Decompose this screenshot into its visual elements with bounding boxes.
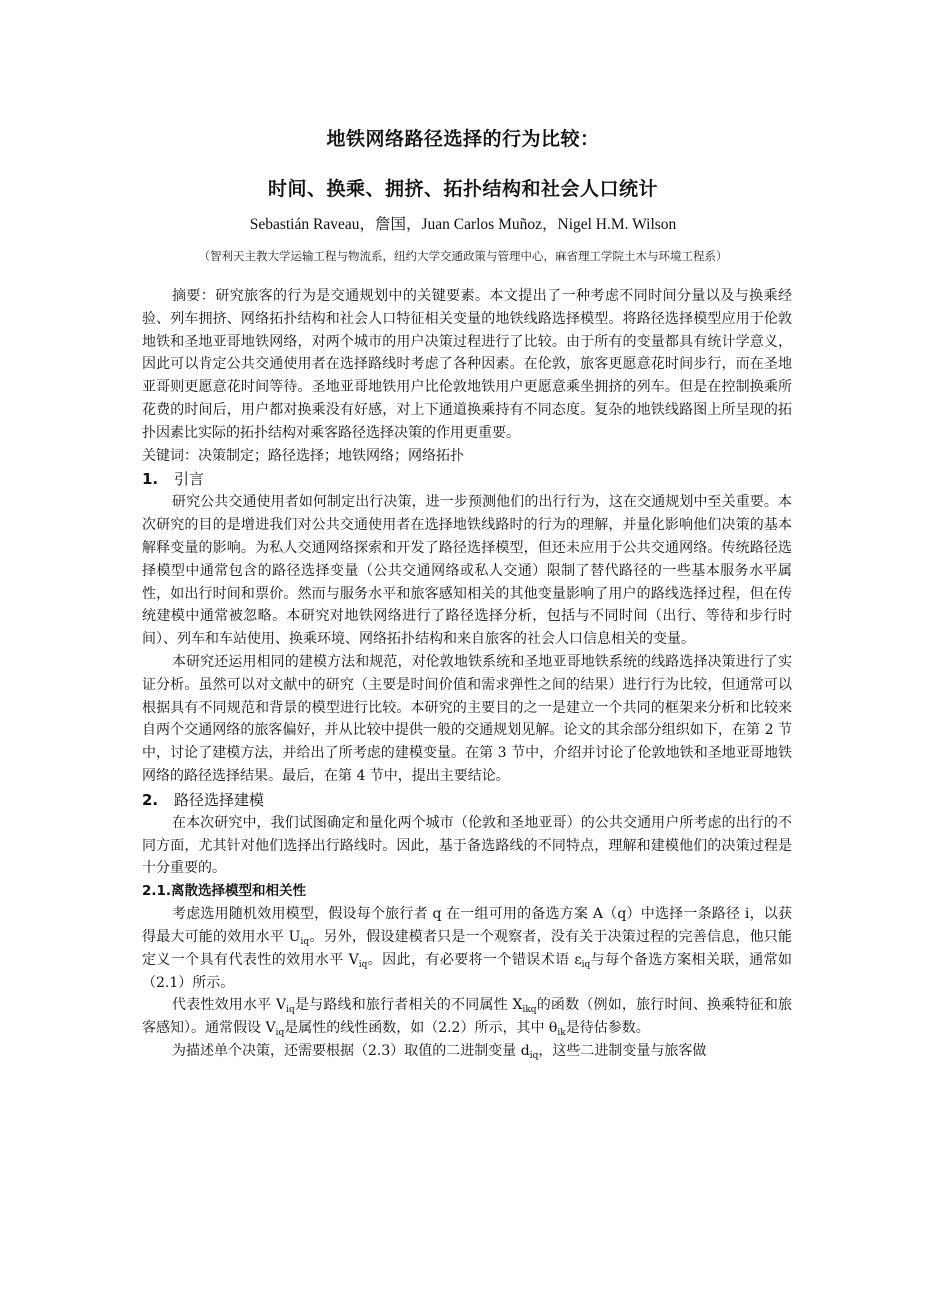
subsection-heading: 2.1.离散选择模型和相关性 [142,883,307,900]
paper-title-line2: 时间、换乘、拥挤、拓扑结构和社会人口统计 [267,178,658,200]
section-number: 1. [142,470,159,489]
section-heading-introduction [142,467,792,491]
paper-body [142,285,792,1063]
section-heading-route-choice-modeling [142,788,792,812]
paragraph: 代表性效用水平 $V_{iq}$是与路线和旅行者相关的不同属性 $X_{ikq}$的函数（例如，旅行时间、换乘特征和旅客感知）。通常假设 $V_{iq}$是属性的线性函数，如（2.2）所示，其中 $\theta_{ik}$是待估参数。 [142,997,793,1039]
keywords: 关键词：决策制定；路径选择；地铁网络；网络拓扑 [142,447,464,464]
paragraph: 本研究还运用相同的建模方法和规范，对伦敦地铁系统和圣地亚哥地铁系统的线路选择决策进行了实证分析。虽然可以对文献中的研究（主要是时间价值和需求弹性之间的结果）进行行为比较，但通常可以根据具有不同规范和背景的模型进行比较。本研究的主要目的之一是建立一个共同的框架来分析和比较来自两个交通网络的旅客偏好，并从比较中提供一般的交通规划见解。论文的其余部分组织如下，在第 2 节中，讨论了建模方法，并给出了所考虑的建模变量。在第 3 节中，介绍并讨论了伦敦地铁和圣地亚哥地铁网络的路径选择结果。最后，在第 4 节中，提出主要结论。 [142,653,792,784]
paragraph: 在本次研究中，我们试图确定和量化两个城市（伦敦和圣地亚哥）的公共交通用户所考虑的出行的不同方面，尤其针对他们选择出行路线时。因此，基于备选路线的不同特点，理解和建模他们的决策过程是十分重要的。 [142,814,792,877]
paper-title-line1: 地铁网络路径选择的行为比较： [326,128,600,150]
section-title: 路径选择建模 [174,790,265,809]
paragraph: 考虑选用随机效用模型，假设每个旅行者 q 在一组可用的备选方案 A（q）中选择一条路径 i，以获得最大可能的效用水平 $U_{iq}$。另外，假设建模者只是一个观察者，没有关于决策过程的完善信息，他只能定义一个具有代表性的效用水平 $V_{iq}$。因此，有必要将一个错误术语 $\varepsilon_{iq}$与每个备选方案相关联，通常如（2.1）所示。 [142,906,793,991]
paragraph: 为描述单个决策，还需要根据（2.3）取值的二进制变量 $d_{iq}$，这些二进制变量与旅客做 [172,1042,707,1061]
affiliations: （智利天主教大学运输工程与物流系，纽约大学交通政策与管理中心，麻省理工学院土木与环境工程系） [198,249,728,263]
section-title: 引言 [174,470,205,489]
author-list: Sebastián Raveau，詹国，Juan Carlos Muñoz，Nigel H.M. Wilson [249,216,677,233]
paragraph: 研究公共交通使用者如何制定出行决策，进一步预测他们的出行行为，这在交通规划中至关重要。本次研究的目的是增进我们对公共交通使用者在选择地铁线路时的行为的理解，并量化影响他们决策的基本解释变量的影响。为私人交通网络探索和开发了路径选择模型，但还未应用于公共交通网络。传统路径选择模型中通常包含的路径选择变量（公共交通网络或私人交通）限制了替代路径的一些基本服务水平属性，如出行时间和票价。然而与服务水平和旅客感知相关的其他变量影响了用户的路线选择过程，但在传统建模中通常被忽略。本研究对地铁网络进行了路径选择分析，包括与不同时间（出行、等待和步行时间）、列车和车站使用、换乘环境、网络拓扑结构和来自旅客的社会人口信息相关的变量。 [142,494,792,648]
abstract: 摘要：研究旅客的行为是交通规划中的关键要素。本文提出了一种考虑不同时间分量以及与换乘经验、列车拥挤、网络拓扑结构和社会人口特征相关变量的地铁线路选择模型。将路径选择模型应用于伦敦地铁和圣地亚哥地铁网络，对两个城市的用户决策过程进行了比较。由于所有的变量都具有统计学意义，因此可以肯定公共交通使用者在选择路线时考虑了各种因素。在伦敦，旅客更愿意花时间步行，而在圣地亚哥则更愿意花时间等待。圣地亚哥地铁用户比伦敦地铁用户更愿意乘坐拥挤的列车。但是在控制换乘所花费的时间后，用户都对换乘没有好感，对上下通道换乘持有不同态度。复杂的地铁线路图上所呈现的拓扑因素比实际的拓扑结构对乘客路径选择决策的作用更重要。 [142,288,792,441]
section-number: 2. [142,790,159,809]
